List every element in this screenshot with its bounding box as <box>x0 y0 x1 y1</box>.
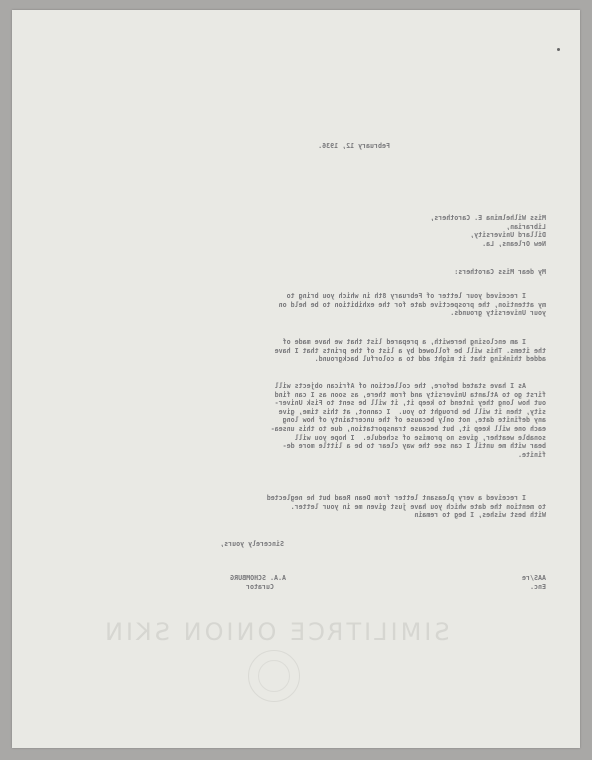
paragraph-line: each one will keep it, but because transportation, due to this unsea- <box>270 424 546 433</box>
paragraph-line: bear with me until I can see the way clear to be a little more de- <box>282 442 546 451</box>
mirrored-letter-text <box>12 10 580 748</box>
recipient-address <box>430 214 546 248</box>
paragraph-line: As I have stated before, the collection of African objects will <box>274 382 546 390</box>
paragraph-3 <box>271 382 546 459</box>
paragraph-line: my attention, the prospective date for the exhibition to be held on <box>278 300 546 309</box>
address-line: New Orleans, La. <box>482 239 546 248</box>
paragraph-line: added thinking that it might add to a colorful background. <box>314 355 546 364</box>
address-line: Dillard University, <box>470 231 546 240</box>
signature-title: Curator <box>246 583 274 591</box>
address-line: Miss Wilhelmina E. Carothers, <box>430 214 546 222</box>
paragraph-1 <box>279 292 546 318</box>
typist-initials: AAS/re <box>522 574 546 582</box>
paragraph-line: out how long they intend to keep it, it will be sent to Fisk Univer- <box>274 399 546 408</box>
paragraph-4 <box>267 494 546 520</box>
letter-date: February 12, 1936. <box>318 142 390 150</box>
paragraph-line: any definite date, not only because of the uncertainty of how long <box>282 416 546 425</box>
address-line: Librarian, <box>506 222 546 231</box>
watermark-text: SIMILITRCE ONION SKIN <box>102 618 450 646</box>
paragraph-line: I received your letter of February 8th in which you bring to <box>286 292 546 300</box>
paragraph-line: your University grounds. <box>450 309 546 318</box>
paragraph-line: sity, then it will be brought to you. I cannot, at this time, give <box>278 407 546 416</box>
paragraph-line: I am enclosing herewith, a prepared list that we have made of <box>282 338 546 346</box>
letter-sheet <box>12 10 580 748</box>
paragraph-line: sonable weather, gives no promise of schedule. I hope you will <box>294 433 546 442</box>
signature-name: A.A. SCHOMBURG <box>230 574 286 582</box>
enclosure-note: Enc. <box>530 583 546 591</box>
closing: Sincerely yours, <box>220 540 284 548</box>
paragraph-2 <box>275 338 546 364</box>
paragraph-line: the items. This will be followed by a list of the prints that I have <box>274 346 546 355</box>
paragraph-line: With best wishes, I beg to remain <box>414 511 546 520</box>
paragraph-line: to mention the date which you have just given me in your letter. <box>290 502 546 511</box>
paragraph-line: first go to Atlanta University and from there, as soon as I can find <box>274 390 546 399</box>
paragraph-line: I received a very pleasant letter from Dean Read but he neglected <box>266 494 546 502</box>
paragraph-line: finite. <box>518 450 546 459</box>
salutation: My dear Miss Carothers: <box>454 268 546 276</box>
